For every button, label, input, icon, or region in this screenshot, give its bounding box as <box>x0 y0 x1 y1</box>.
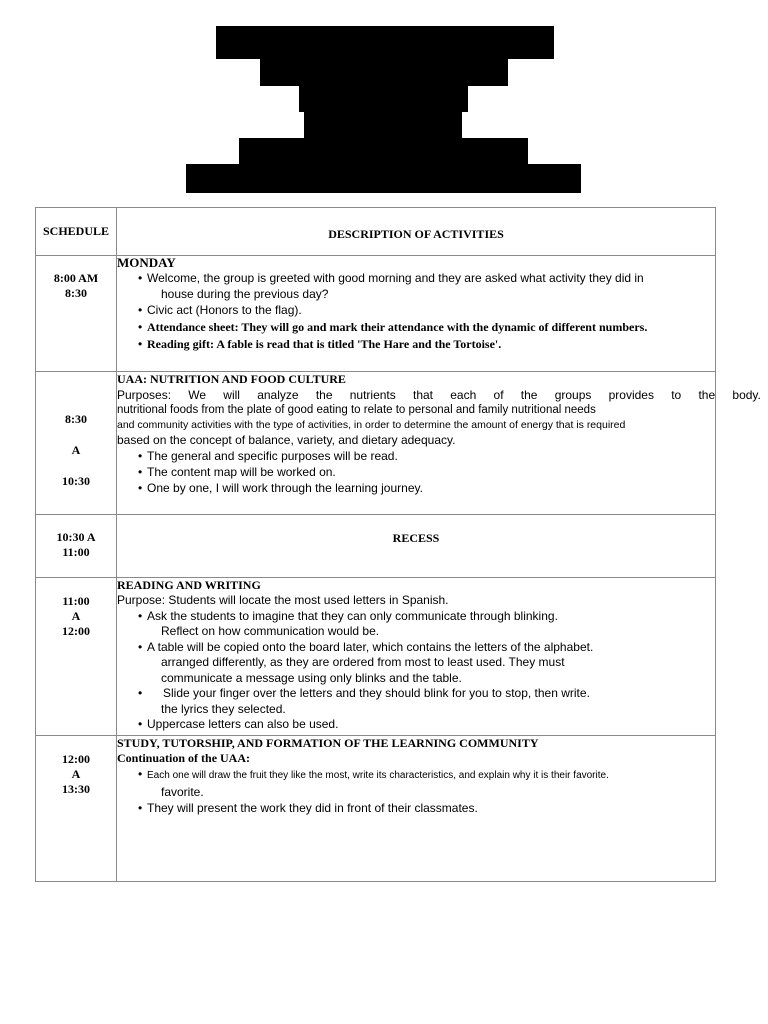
list-item <box>139 464 715 480</box>
time-end: 10:30 <box>62 474 90 488</box>
table-row <box>36 372 716 515</box>
activity-title: UAA: NUTRITION AND FOOD CULTURE <box>117 372 346 386</box>
table-row <box>36 736 716 882</box>
redacted-header-line-3 <box>299 86 468 112</box>
description-column-header <box>117 208 716 256</box>
purpose-line: Purpose: Students will locate the most used letters in Spanish. <box>117 593 449 607</box>
table-header-row <box>36 208 716 256</box>
schedule-table <box>35 207 761 882</box>
purposes-line <box>117 387 761 403</box>
purpose-word: We <box>188 388 207 402</box>
purpose-word: each <box>450 388 477 402</box>
time-end: 11:00 <box>62 545 90 559</box>
list-item <box>139 686 715 717</box>
activity-cell <box>117 372 761 515</box>
purpose-word: Purposes: <box>117 388 172 402</box>
purpose-word: to <box>671 388 682 402</box>
time-end: 8:30 <box>65 286 87 300</box>
activity-list <box>117 609 715 733</box>
schedule-column-header <box>36 208 117 256</box>
schedule-header-label: SCHEDULE <box>42 224 110 238</box>
list-item <box>139 800 715 816</box>
activity-cell <box>117 256 716 372</box>
purpose-word: that <box>413 388 434 402</box>
time-start: 11:00 <box>62 594 90 608</box>
purpose-word: nutrients <box>349 388 396 402</box>
list-item <box>139 336 715 352</box>
list-item-text: The content map will be worked on. <box>147 465 336 479</box>
activity-list <box>117 270 715 352</box>
list-item-text: The general and specific purposes will be read. <box>147 449 398 463</box>
redacted-header-line-2 <box>260 59 508 86</box>
recess-label: RECESS <box>392 531 440 545</box>
list-item-text: One by one, I will work through the learning journey. <box>147 481 423 495</box>
time-separator: A <box>71 443 81 457</box>
purpose-word: groups <box>554 388 592 402</box>
purpose-word: body. <box>732 388 761 402</box>
table-row <box>36 256 716 372</box>
list-item <box>139 766 715 800</box>
purpose-line: based on the concept of balance, variety, and dietary adequacy. <box>117 433 456 447</box>
table-row <box>36 578 716 736</box>
list-item-text: They will present the work they did in front of their classmates. <box>147 801 478 815</box>
list-item-continuation: favorite. <box>161 785 204 799</box>
purpose-word: analyze <box>257 388 299 402</box>
time-separator: A <box>71 609 81 623</box>
list-item <box>139 717 715 733</box>
time-cell <box>36 578 117 736</box>
activity-list <box>117 448 715 496</box>
redacted-header-line-5 <box>239 138 528 164</box>
purpose-word: the <box>520 388 538 402</box>
activity-title: MONDAY <box>117 255 176 270</box>
list-item-continuation: communicate a message using only blinks and the table. <box>161 670 462 685</box>
list-item <box>139 319 715 335</box>
list-item <box>139 270 715 302</box>
list-item-text: Each one will draw the fruit they like the most, write its characteristics, and explain why it is their favorite. <box>147 770 609 781</box>
activity-cell <box>117 578 716 736</box>
time-start: 8:30 <box>65 412 87 426</box>
time-cell <box>36 736 117 882</box>
redacted-header-line-6 <box>186 164 581 193</box>
purpose-line: and community activities with the type of activities, in order to determine the amount of energy that is required <box>117 419 626 431</box>
purpose-word: the <box>315 388 333 402</box>
activity-list <box>117 766 715 816</box>
table-row <box>36 515 716 578</box>
list-item-text: Slide your finger over the letters and they should blink for you to stop, then write. <box>163 686 590 700</box>
list-item <box>139 480 715 496</box>
list-item-text: Attendance sheet: They will go and mark their attendance with the dynamic of different numbers. <box>147 320 648 334</box>
list-item-text: Uppercase letters can also be used. <box>147 717 339 731</box>
activity-title: STUDY, TUTORSHIP, AND FORMATION OF THE LEARNING COMMUNITY <box>117 736 539 750</box>
activity-subtitle: Continuation of the UAA: <box>117 751 251 765</box>
purpose-word: provides <box>608 388 654 402</box>
purpose-line: nutritional foods from the plate of good eating to relate to personal and family nutritional needs <box>117 404 596 416</box>
time-end: 13:30 <box>62 782 90 796</box>
redacted-header-line-4 <box>304 112 462 138</box>
redacted-header-line-1 <box>216 26 554 59</box>
activity-cell <box>117 736 716 882</box>
purpose-word: the <box>698 388 716 402</box>
activity-title: READING AND WRITING <box>117 578 261 592</box>
list-item <box>139 640 715 687</box>
time-cell <box>36 372 117 515</box>
list-item <box>139 302 715 318</box>
purpose-word: of <box>493 388 504 402</box>
list-item-text: Civic act (Honors to the flag). <box>147 303 302 317</box>
time-start: 8:00 AM <box>53 271 99 285</box>
time-separator: A <box>71 767 81 781</box>
list-item-continuation: the lyrics they selected. <box>161 701 286 716</box>
activity-cell <box>117 515 716 578</box>
time-start: 10:30 A <box>56 530 96 544</box>
time-start: 12:00 <box>62 752 90 766</box>
list-item <box>139 448 715 464</box>
time-cell <box>36 256 117 372</box>
list-item-text: Welcome, the group is greeted with good morning and they are asked what activity they did in <box>147 271 644 285</box>
list-item-continuation: Reflect on how communication would be. <box>161 624 380 638</box>
list-item-continuation: arranged differently, as they are ordered from most to least used. They must <box>161 655 565 669</box>
time-end: 12:00 <box>62 624 90 638</box>
description-header-label: DESCRIPTION OF ACTIVITIES <box>328 226 504 241</box>
list-item <box>139 609 715 640</box>
list-item-text: Ask the students to imagine that they can only communicate through blinking. <box>147 608 558 623</box>
list-item-text: Reading gift: A fable is read that is titled 'The Hare and the Tortoise'. <box>147 337 502 351</box>
time-cell <box>36 515 117 578</box>
list-item-text: A table will be copied onto the board later, which contains the letters of the alphabet. <box>147 639 594 654</box>
list-item-continuation: house during the previous day? <box>161 287 329 301</box>
purpose-word: will <box>223 388 240 402</box>
